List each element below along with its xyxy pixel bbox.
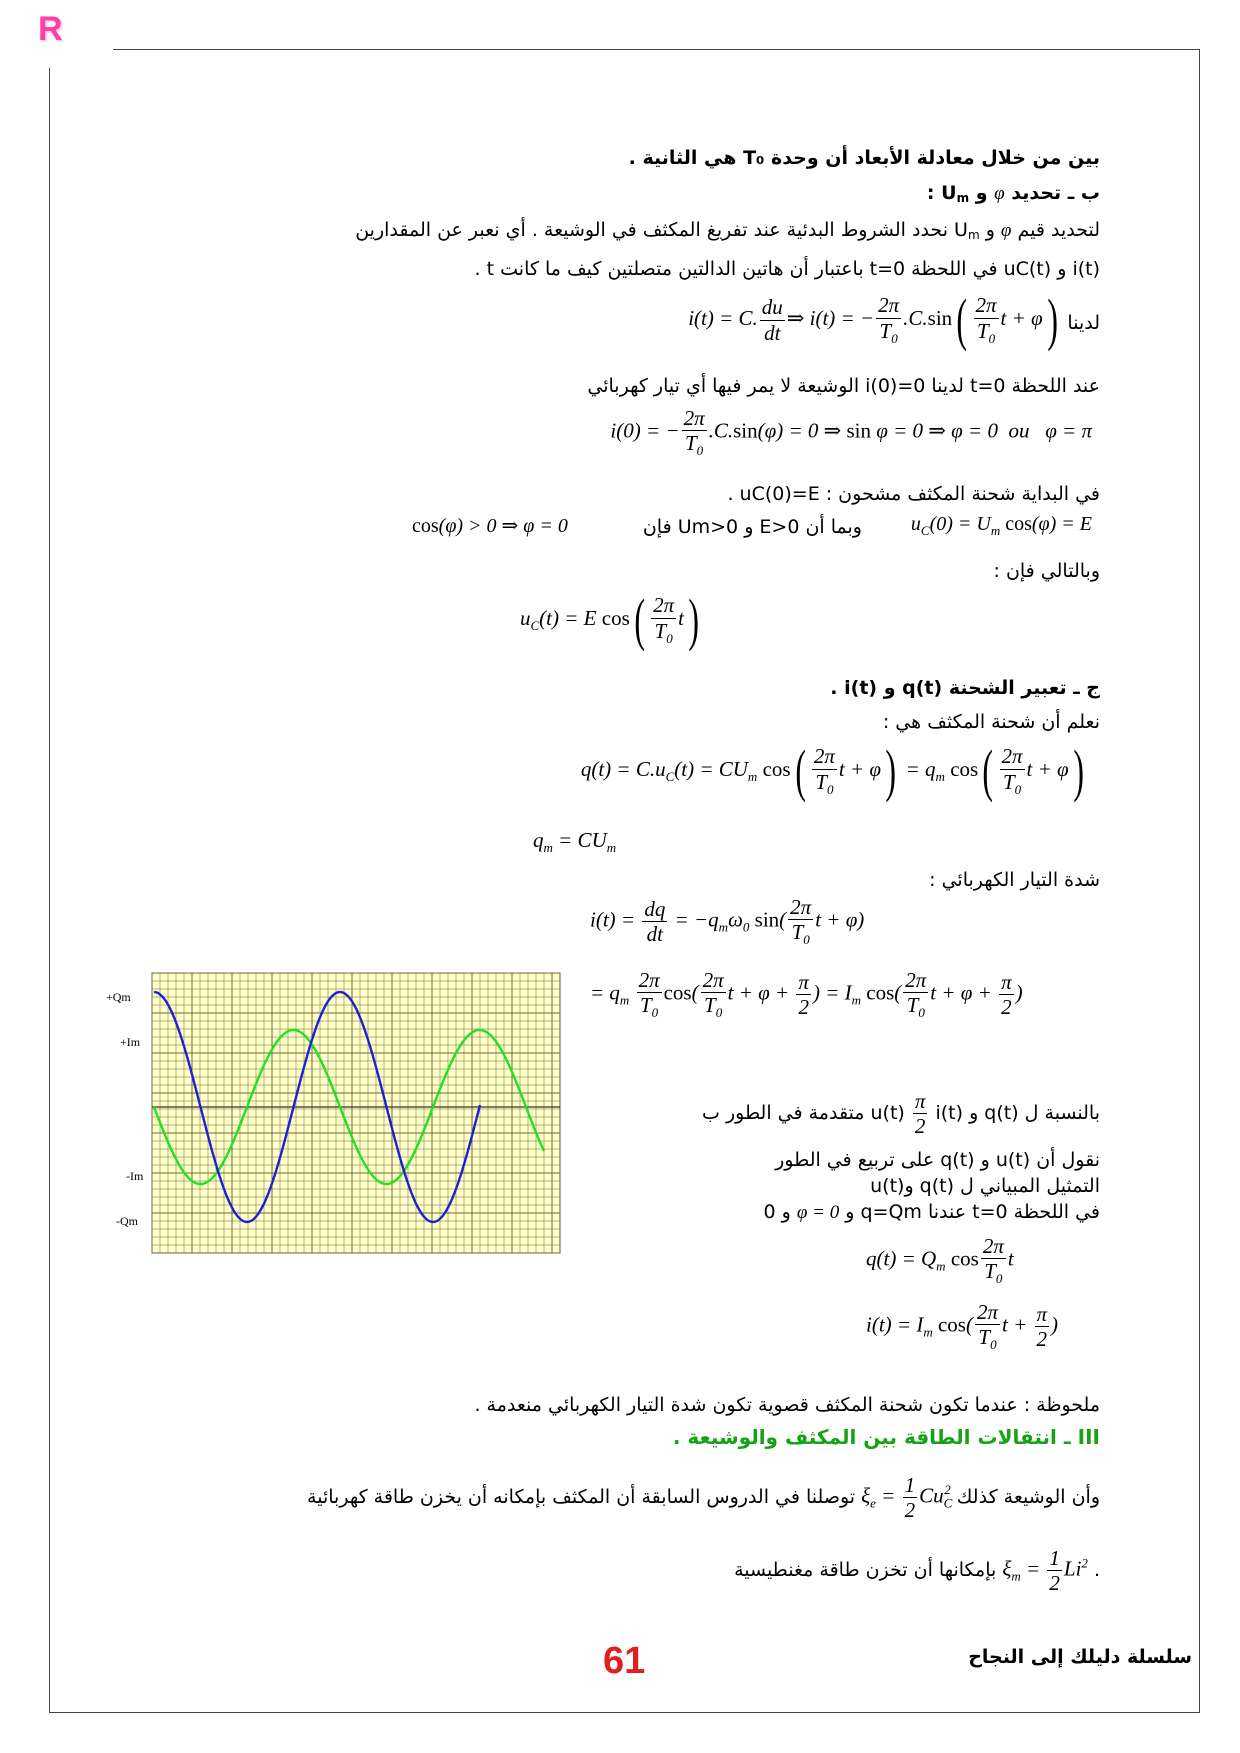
- equation-q-final: $q(t) = Q_m$ cos $\frac{2\pi}{T_0}$ t: [866, 1234, 1014, 1287]
- text-note: ملحوظة : عندما تكون شحنة المكثف قصوية تكون شدة التيار الكهربائي منعدمة .: [474, 1394, 1100, 1416]
- equation-current-derivative: i(t) = C. $\frac{du}{dt}$ ⇒ i(t) = − $\frac{2\pi}{T_0}$ .C.sin( $\frac{2\pi}{T_0}$ t + φ): [688, 287, 1058, 352]
- text-phase-lead: بالنسبة ل q(t) و u(t) $\frac{\pi}{2}$ i(t) متقدمة في الطور ب: [702, 1089, 1100, 1139]
- text-since-positive: وبما أن E>0 و Um>0 فإن: [642, 516, 862, 538]
- frame-top-border: [113, 49, 1200, 50]
- equation-cos-positive: cos(φ) > 0 ⇒ φ = 0: [412, 515, 568, 537]
- frame-right-border: [1199, 49, 1200, 1713]
- publisher-logo: R: [38, 10, 63, 48]
- section-iii-heading: III ـ انتقالات الطاقة بين المكثف والوشيعة .: [672, 1425, 1100, 1449]
- equation-current-cos: = $q_m$ $\frac{2\pi}{T_0}$ cos( $\frac{2\pi}{T_0}$ t + φ + $\frac{\pi}{2}$ ) = $I_m$ cos( $\frac{2\pi}{T_0}$ t + φ + $\frac{\pi}{2}$ ): [590, 968, 1023, 1021]
- text-coil-energy: . $\xi_m$ = $\frac{1}{2}$ Li$^2$ بإمكانها أن تخزن طاقة مغنطيسية: [734, 1546, 1100, 1596]
- label-minus-im: -Im: [126, 1169, 144, 1183]
- label-plus-im: +Im: [120, 1035, 141, 1049]
- label-plus-qm: +Qm: [106, 990, 131, 1004]
- equation-current: i(t) = $\frac{dq}{dt}$ = $-q_m\omega_0$ sin( $\frac{2\pi}{T_0}$ t + φ): [590, 895, 865, 948]
- frame-left-border: [49, 68, 50, 1713]
- frame-bottom-border: [49, 1712, 1200, 1713]
- text-initial-conditions: لتحديد قيم φ و $U_m$ نحدد الشروط البدئية عند تفريغ المكثف في الوشيعة . أي نعبر عن المقدارين: [355, 219, 1100, 242]
- text-therefore: وبالتالي فإن :: [993, 560, 1100, 582]
- equation-phase-solution: i(0) = − $\frac{2\pi}{T_0}$ .C.sin(φ) = 0 ⇒ sin φ = 0 ⇒ φ = 0 ou φ = π: [610, 406, 1092, 459]
- equation-uc-initial: $u_C(0) = U_m$ cos(φ) = E: [910, 513, 1092, 538]
- footer-series-title: سلسلة دليلك إلى النجاح: [968, 1646, 1192, 1668]
- equation-i-final: $i(t) = I_m$ cos( $\frac{2\pi}{T_0}$ t + $\frac{\pi}{2}$ ): [866, 1300, 1059, 1353]
- text-capacitor-charged: في البداية شحنة المكثف مشحون : uC(0)=E .: [727, 483, 1100, 505]
- text-current-intro: شدة التيار الكهربائي :: [929, 869, 1100, 891]
- text-initial-qm: في اللحظة t=0 عندنا q=Qm و φ = 0 و 0: [763, 1201, 1100, 1223]
- label-we-have: لدينا: [1067, 312, 1100, 334]
- charge-current-graph: [98, 971, 563, 1257]
- text-continuity: i(t) و uC(t) في اللحظة t=0 باعتبار أن هاتين الدالتين متصلتين كيف ما كانت t .: [474, 258, 1100, 280]
- page-number: 61: [603, 1640, 646, 1682]
- text-at-t0-current: عند اللحظة t=0 لدينا i(0)=0 الوشيعة لا يمر فيها أي تيار كهربائي: [587, 375, 1100, 397]
- label-minus-qm: -Qm: [116, 1214, 138, 1228]
- text-charge-intro: نعلم أن شحنة المكثف هي :: [882, 711, 1100, 733]
- equation-qm: $q_m = CU_m$: [533, 828, 617, 855]
- text-graph-caption: التمثيل المبياني ل q(t) وu(t): [870, 1175, 1100, 1197]
- equation-charge: $q(t) = C.u_C(t) = CU_m$ cos( $\frac{2\pi}{T_0}$ $t + \varphi) = q_m$ cos( $\frac{2\pi}{T_0}$ t + φ): [580, 738, 1084, 803]
- section-b-heading: ب ـ تحديد φ و $U_m$ :: [926, 182, 1100, 205]
- text-quadrature: نقول أن u(t) و q(t) على تربيع في الطور: [775, 1149, 1100, 1171]
- equation-uc-solution: $u_C(t) = E$ cos( $\frac{2\pi}{T_0}$ t): [520, 587, 699, 652]
- section-c-heading: ج ـ تعبير الشحنة q(t) و i(t) .: [830, 677, 1100, 699]
- text-units-question: بين من خلال معادلة الأبعاد أن وحدة T₀ هي الثانية .: [628, 147, 1100, 169]
- graph-paper: [152, 973, 560, 1253]
- text-capacitor-energy: وأن الوشيعة كذلك $\xi_e$ = $\frac{1}{2}$ $Cu_C^2$ توصلنا في الدروس السابقة أن المكثف بإمكانه أن يخزن طاقة كهربائية: [307, 1473, 1100, 1523]
